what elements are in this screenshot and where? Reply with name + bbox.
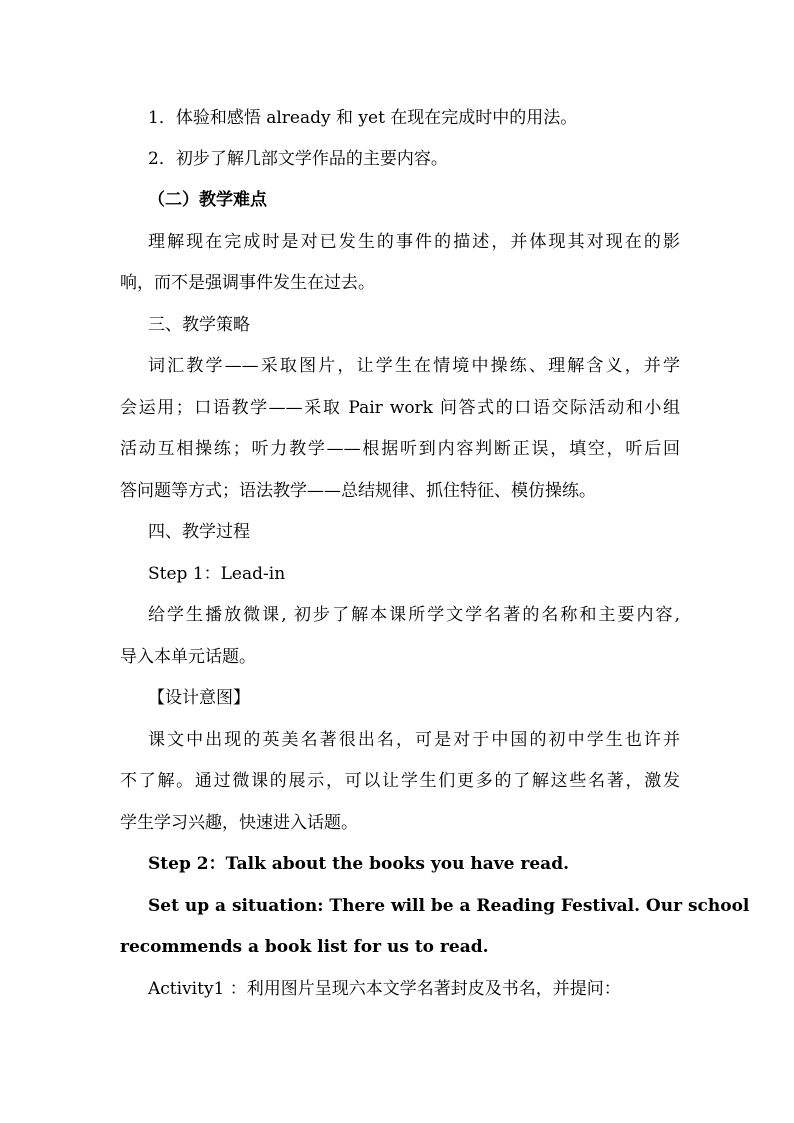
difficulty-heading: （二）教学难点 — [148, 190, 267, 210]
design-intent-line-1: 课文中出现的英美名著很出名，可是对于中国的初中学生也许并 — [148, 730, 680, 750]
situation-line-2: recommends a book list for us to read. — [120, 937, 489, 957]
activity1-text: Activity1 ：利用图片呈现六本文学名著封皮及书名，并提问： — [148, 979, 621, 999]
strategy-line-1: 词汇教学——采取图片，让学生在情境中操练、理解含义，并学 — [148, 356, 680, 376]
strategy-line-4: 答问题等方式；语法教学——总结规律、抓住特征、模仿操练。 — [120, 481, 596, 501]
design-intent-line-3: 学生学习兴趣，快速进入话题。 — [120, 813, 358, 833]
objective-1: 1．体验和感悟 already 和 yet 在现在完成时中的用法。 — [148, 108, 578, 128]
design-intent-heading: 【设计意图】 — [148, 688, 250, 708]
process-heading: 四、教学过程 — [148, 522, 250, 542]
strategy-line-3: 活动互相操练；听力教学——根据听到内容判断正误，填空，听后回 — [120, 439, 680, 459]
situation-line-1: Set up a situation: There will be a Reading Festival. Our school — [148, 896, 750, 916]
objective-2: 2．初步了解几部文学作品的主要内容。 — [148, 149, 448, 169]
design-intent-line-2: 不了解。通过微课的展示，可以让学生们更多的了解这些名著，激发 — [120, 771, 680, 791]
difficulty-line-1: 理解现在完成时是对已发生的事件的描述，并体现其对现在的影 — [148, 232, 680, 252]
difficulty-line-2: 响，而不是强调事件发生在过去。 — [120, 273, 375, 293]
step1-line-1: 给学生播放微课, 初步了解本课所学文学名著的名称和主要内容, — [148, 605, 680, 625]
step1-heading: Step 1：Lead-in — [148, 564, 286, 584]
step2-heading: Step 2：Talk about the books you have read. — [148, 854, 569, 874]
strategy-line-2: 会运用；口语教学——采取 Pair work 问答式的口语交际活动和小组 — [120, 398, 680, 418]
strategy-heading: 三、教学策略 — [148, 315, 250, 335]
step1-line-2: 导入本单元话题。 — [120, 647, 256, 667]
